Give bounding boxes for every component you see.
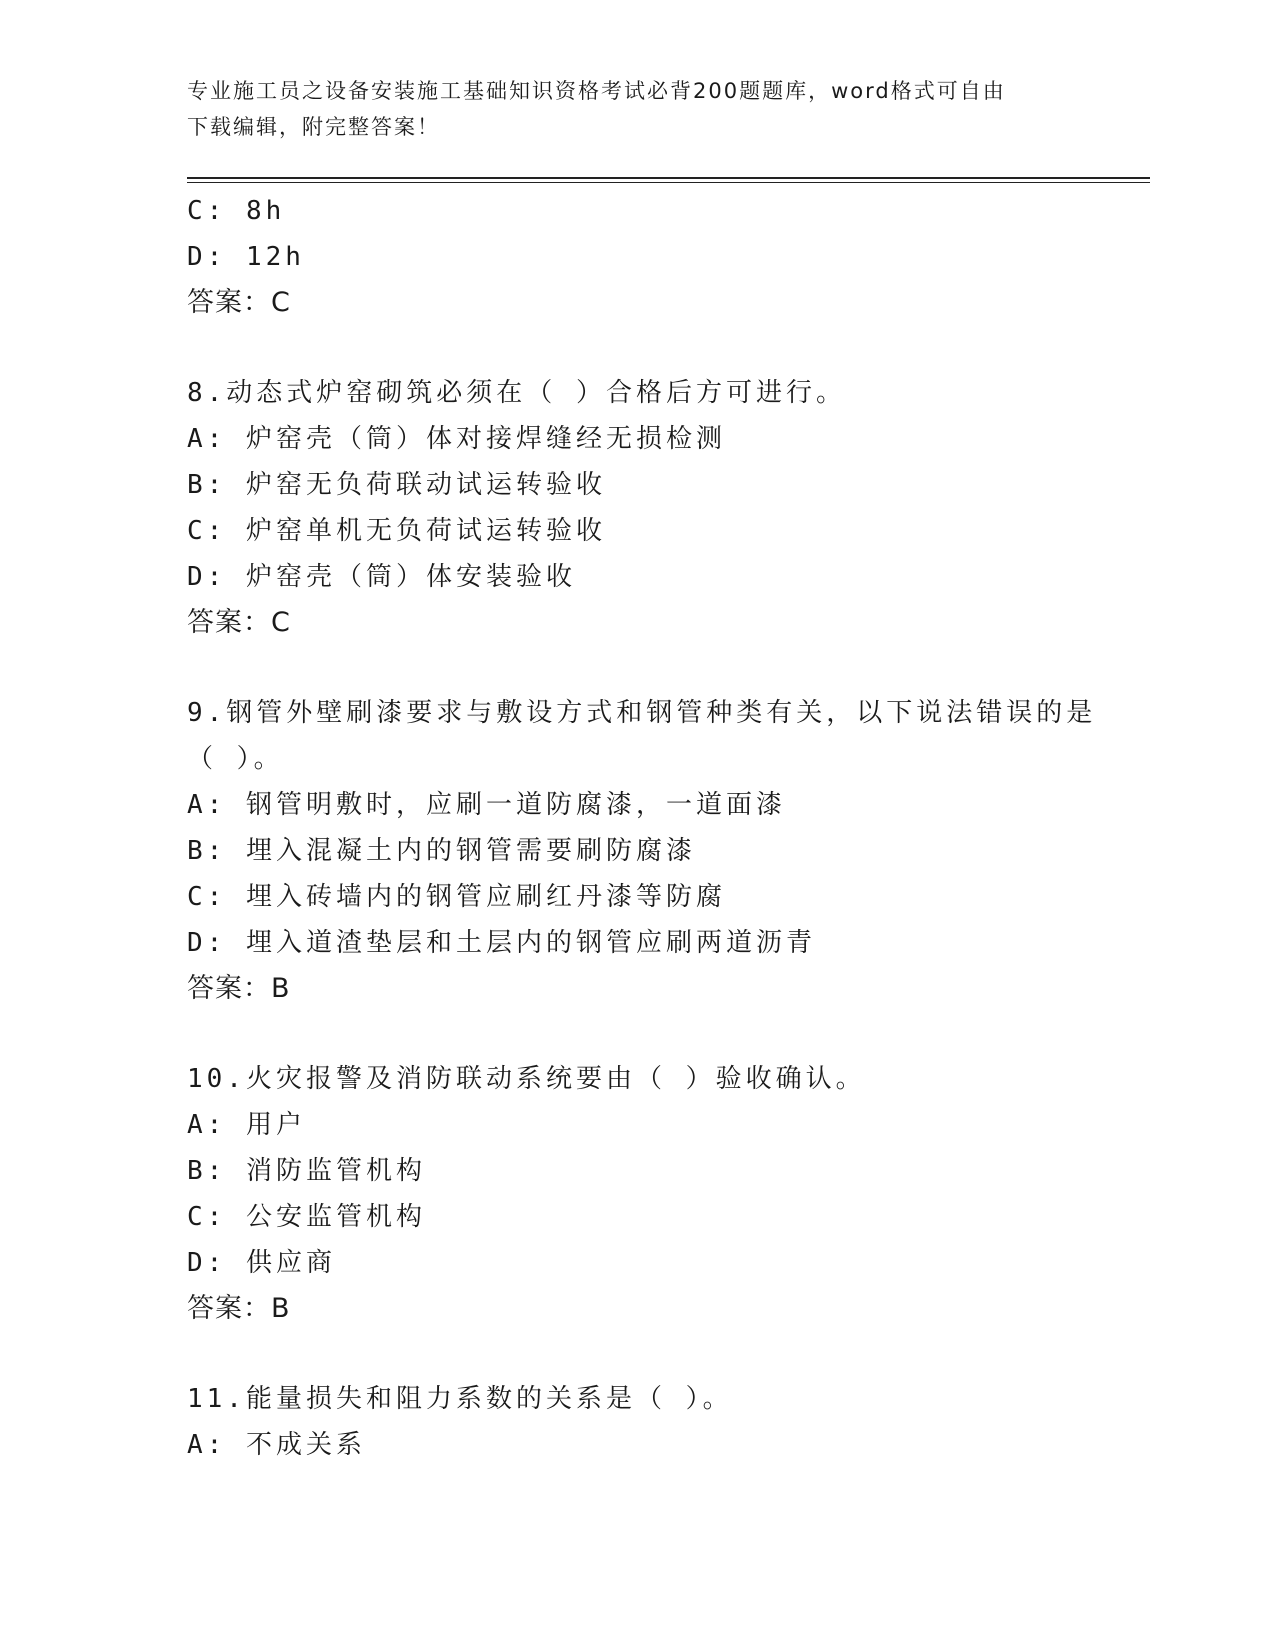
question-stem: 8.动态式炉窑砌筑必须在（ ）合格后方可进行。 [187, 378, 846, 408]
option-a: A: 用户 [187, 1110, 306, 1140]
option-a: A: 不成关系 [187, 1430, 366, 1460]
option-d: D: 炉窑壳（筒）体安装验收 [187, 562, 576, 592]
answer: 答案：B [187, 1293, 291, 1324]
question-10 [187, 1056, 1087, 1332]
question-stem: 10.火灾报警及消防联动系统要由（ ）验收确认。 [187, 1064, 866, 1094]
question-8 [187, 370, 1087, 646]
question-stem: 11.能量损失和阻力系数的关系是（ ）。 [187, 1384, 733, 1414]
option-b: B: 埋入混凝土内的钢管需要刷防腐漆 [187, 836, 696, 866]
option-c: C: 公安监管机构 [187, 1202, 426, 1232]
option-a: A: 钢管明敷时，应刷一道防腐漆，一道面漆 [187, 790, 786, 820]
answer: 答案：B [187, 973, 291, 1004]
header-rule-thin [187, 182, 1150, 183]
header-line-2: 下载编辑，附完整答案！ [187, 115, 440, 139]
question-7-tail [187, 188, 1087, 326]
answer: 答案：C [187, 287, 291, 318]
option-c: C: 埋入砖墙内的钢管应刷红丹漆等防腐 [187, 882, 726, 912]
header-rule-thick [187, 177, 1150, 179]
option-a: A: 炉窑壳（筒）体对接焊缝经无损检测 [187, 424, 726, 454]
option-b: B: 炉窑无负荷联动试运转验收 [187, 470, 606, 500]
document-header [187, 73, 1087, 145]
question-stem-line-1: 9.钢管外壁刷漆要求与敷设方式和钢管种类有关，以下说法错误的是 [187, 698, 1097, 728]
question-list [187, 188, 1097, 1468]
question-11 [187, 1376, 1087, 1468]
option-d: D: 埋入道渣垫层和土层内的钢管应刷两道沥青 [187, 928, 816, 958]
question-9 [187, 690, 1097, 1012]
option-d: D: 供应商 [187, 1248, 336, 1278]
option-b: B: 消防监管机构 [187, 1156, 426, 1186]
option-d: D: 12h [187, 242, 305, 272]
option-c: C: 炉窑单机无负荷试运转验收 [187, 516, 606, 546]
option-c: C: 8h [187, 196, 286, 226]
question-stem-line-2: （ ）。 [187, 744, 284, 774]
header-line-1: 专业施工员之设备安装施工基础知识资格考试必背200题题库，word格式可自由 [187, 79, 1006, 103]
answer: 答案：C [187, 607, 291, 638]
